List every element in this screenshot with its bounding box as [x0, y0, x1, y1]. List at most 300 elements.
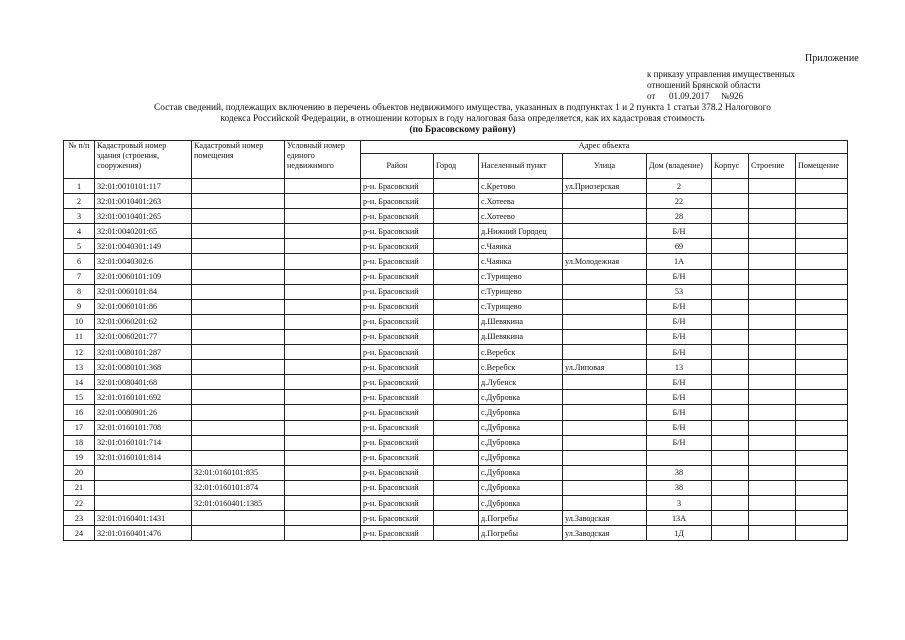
cell-house: Б/Н — [647, 435, 712, 450]
cell-conditional-number — [285, 435, 361, 450]
header-num: № п/п — [64, 141, 95, 179]
cell-stroenie — [749, 526, 796, 541]
cell-district: р-н. Брасовский — [361, 269, 434, 284]
cell-num: 21 — [64, 480, 95, 495]
cell-korpus — [712, 179, 749, 194]
header-address: Адрес объекта — [361, 141, 848, 154]
cell-room — [796, 405, 848, 420]
cell-house: Б/Н — [647, 390, 712, 405]
header-room: Помещение — [796, 154, 848, 179]
cell-conditional-number — [285, 450, 361, 465]
cell-num: 5 — [64, 239, 95, 254]
cell-conditional-number — [285, 495, 361, 510]
table-row — [64, 224, 848, 239]
property-table — [63, 140, 848, 541]
cell-building-cadastral: 32:01:0010401:265 — [95, 209, 192, 224]
cell-house: 22 — [647, 194, 712, 209]
cell-street: ул.Липовая — [563, 360, 647, 375]
cell-num: 20 — [64, 465, 95, 480]
cell-house: 13А — [647, 511, 712, 526]
cell-building-cadastral — [95, 480, 192, 495]
cell-street — [563, 194, 647, 209]
cell-stroenie — [749, 194, 796, 209]
cell-building-cadastral: 32:01:0040301:149 — [95, 239, 192, 254]
cell-city — [434, 420, 479, 435]
table-body — [64, 179, 848, 541]
cell-settlement: с.Хотеево — [479, 209, 563, 224]
table-row — [64, 526, 848, 541]
cell-district: р-н. Брасовский — [361, 284, 434, 299]
cell-district: р-н. Брасовский — [361, 450, 434, 465]
cell-house: Б/Н — [647, 314, 712, 329]
cell-room — [796, 375, 848, 390]
cell-korpus — [712, 390, 749, 405]
cell-district: р-н. Брасовский — [361, 194, 434, 209]
table-row — [64, 405, 848, 420]
cell-num: 11 — [64, 329, 95, 344]
cell-num: 4 — [64, 224, 95, 239]
cell-stroenie — [749, 420, 796, 435]
cell-district: р-н. Брасовский — [361, 329, 434, 344]
cell-street — [563, 329, 647, 344]
table-row — [64, 194, 848, 209]
table-row — [64, 375, 848, 390]
cell-room-cadastral — [192, 284, 285, 299]
cell-settlement: с.Турищево — [479, 269, 563, 284]
cell-korpus — [712, 269, 749, 284]
cell-korpus — [712, 345, 749, 360]
cell-district: р-н. Брасовский — [361, 209, 434, 224]
cell-conditional-number — [285, 345, 361, 360]
cell-district: р-н. Брасовский — [361, 480, 434, 495]
cell-house: 28 — [647, 209, 712, 224]
cell-room-cadastral — [192, 435, 285, 450]
cell-house: Б/Н — [647, 329, 712, 344]
cell-room-cadastral — [192, 224, 285, 239]
cell-conditional-number — [285, 405, 361, 420]
cell-room-cadastral — [192, 375, 285, 390]
cell-room-cadastral — [192, 329, 285, 344]
cell-num: 7 — [64, 269, 95, 284]
cell-num: 15 — [64, 390, 95, 405]
table-row — [64, 420, 848, 435]
cell-district: р-н. Брасовский — [361, 405, 434, 420]
cell-room-cadastral — [192, 345, 285, 360]
cell-korpus — [712, 420, 749, 435]
cell-house: Б/Н — [647, 224, 712, 239]
cell-stroenie — [749, 450, 796, 465]
cell-num: 17 — [64, 420, 95, 435]
cell-room — [796, 269, 848, 284]
cell-street — [563, 420, 647, 435]
cell-room-cadastral — [192, 526, 285, 541]
cell-num: 22 — [64, 495, 95, 510]
title-line-1: Состав сведений, подлежащих включению в перечень объектов недвижимого имущества, указанных в подпунктах 1 и 2 пункта 1 статьи 378.2 Налогового — [154, 103, 771, 113]
cell-room — [796, 224, 848, 239]
cell-room-cadastral — [192, 405, 285, 420]
table-row — [64, 360, 848, 375]
cell-street — [563, 269, 647, 284]
cell-korpus — [712, 405, 749, 420]
cell-building-cadastral: 32:01:0060101:86 — [95, 299, 192, 314]
cell-street — [563, 224, 647, 239]
cell-num: 16 — [64, 405, 95, 420]
cell-building-cadastral: 32:01:0160101:692 — [95, 390, 192, 405]
table-row — [64, 269, 848, 284]
cell-conditional-number — [285, 239, 361, 254]
cell-room — [796, 511, 848, 526]
cell-stroenie — [749, 435, 796, 450]
cell-korpus — [712, 254, 749, 269]
cell-street — [563, 239, 647, 254]
cell-stroenie — [749, 360, 796, 375]
header-district: Район — [361, 154, 434, 179]
cell-stroenie — [749, 314, 796, 329]
cell-room — [796, 345, 848, 360]
cell-building-cadastral: 32:01:0080101:287 — [95, 345, 192, 360]
cell-settlement: с.Чаянка — [479, 254, 563, 269]
cell-room-cadastral — [192, 194, 285, 209]
cell-korpus — [712, 375, 749, 390]
cell-city — [434, 194, 479, 209]
cell-conditional-number — [285, 314, 361, 329]
cell-room-cadastral — [192, 209, 285, 224]
cell-room-cadastral — [192, 420, 285, 435]
cell-stroenie — [749, 390, 796, 405]
cell-street — [563, 465, 647, 480]
cell-stroenie — [749, 329, 796, 344]
cell-settlement: д.Лубенск — [479, 375, 563, 390]
cell-street — [563, 480, 647, 495]
cell-city — [434, 450, 479, 465]
appendix-label: Приложение — [805, 53, 859, 64]
header-house: Дом (владение) — [647, 154, 712, 179]
cell-building-cadastral: 32:01:0060101:109 — [95, 269, 192, 284]
cell-room — [796, 390, 848, 405]
cell-city — [434, 360, 479, 375]
cell-room — [796, 299, 848, 314]
cell-num: 24 — [64, 526, 95, 541]
cell-room-cadastral — [192, 314, 285, 329]
order-reference — [647, 69, 795, 102]
cell-room-cadastral — [192, 360, 285, 375]
cell-street — [563, 299, 647, 314]
cell-room — [796, 480, 848, 495]
cell-settlement: д.Шевякина — [479, 314, 563, 329]
cell-room — [796, 420, 848, 435]
cell-korpus — [712, 495, 749, 510]
cell-conditional-number — [285, 194, 361, 209]
cell-stroenie — [749, 345, 796, 360]
cell-city — [434, 299, 479, 314]
table-row — [64, 345, 848, 360]
cell-room — [796, 435, 848, 450]
cell-korpus — [712, 239, 749, 254]
cell-district: р-н. Брасовский — [361, 526, 434, 541]
cell-house: 3 — [647, 495, 712, 510]
cell-korpus — [712, 209, 749, 224]
cell-city — [434, 239, 479, 254]
cell-korpus — [712, 314, 749, 329]
cell-stroenie — [749, 511, 796, 526]
table-row — [64, 299, 848, 314]
cell-house: 53 — [647, 284, 712, 299]
cell-conditional-number — [285, 375, 361, 390]
cell-street: ул.Приозерская — [563, 179, 647, 194]
cell-house: 2 — [647, 179, 712, 194]
cell-room — [796, 450, 848, 465]
cell-building-cadastral: 32:01:0160101:708 — [95, 420, 192, 435]
cell-district: р-н. Брасовский — [361, 420, 434, 435]
cell-street — [563, 284, 647, 299]
cell-city — [434, 224, 479, 239]
cell-street — [563, 390, 647, 405]
cell-district: р-н. Брасовский — [361, 465, 434, 480]
cell-city — [434, 209, 479, 224]
cell-district: р-н. Брасовский — [361, 495, 434, 510]
header-korpus: Корпус — [712, 154, 749, 179]
cell-conditional-number — [285, 209, 361, 224]
cell-settlement: с.Дубровка — [479, 495, 563, 510]
cell-district: р-н. Брасовский — [361, 435, 434, 450]
order-date-line — [647, 91, 795, 102]
cell-stroenie — [749, 405, 796, 420]
cell-stroenie — [749, 465, 796, 480]
cell-korpus — [712, 329, 749, 344]
table-row — [64, 254, 848, 269]
cell-num: 12 — [64, 345, 95, 360]
cell-conditional-number — [285, 299, 361, 314]
cell-stroenie — [749, 224, 796, 239]
cell-street — [563, 435, 647, 450]
cell-room-cadastral — [192, 450, 285, 465]
cell-city — [434, 329, 479, 344]
cell-num: 19 — [64, 450, 95, 465]
cell-building-cadastral: 32:01:0060201:62 — [95, 314, 192, 329]
cell-num: 18 — [64, 435, 95, 450]
cell-conditional-number — [285, 420, 361, 435]
cell-street: ул.Заводская — [563, 511, 647, 526]
cell-room-cadastral: 32:01:0160101:874 — [192, 480, 285, 495]
cell-conditional-number — [285, 254, 361, 269]
cell-conditional-number — [285, 284, 361, 299]
cell-building-cadastral: 32:01:0160401:476 — [95, 526, 192, 541]
cell-city — [434, 526, 479, 541]
cell-stroenie — [749, 179, 796, 194]
cell-building-cadastral: 32:01:0040201:65 — [95, 224, 192, 239]
cell-stroenie — [749, 239, 796, 254]
cell-stroenie — [749, 269, 796, 284]
cell-settlement: с.Турищево — [479, 284, 563, 299]
cell-korpus — [712, 224, 749, 239]
cell-street — [563, 314, 647, 329]
table-row — [64, 480, 848, 495]
cell-room — [796, 314, 848, 329]
table-row — [64, 284, 848, 299]
cell-num: 9 — [64, 299, 95, 314]
cell-street — [563, 450, 647, 465]
cell-conditional-number — [285, 465, 361, 480]
cell-settlement: с.Дубровка — [479, 480, 563, 495]
cell-city — [434, 405, 479, 420]
cell-room — [796, 360, 848, 375]
cell-num: 1 — [64, 179, 95, 194]
title-district: (по Брасовскому району) — [409, 125, 516, 135]
cell-street — [563, 209, 647, 224]
cell-korpus — [712, 465, 749, 480]
cell-korpus — [712, 435, 749, 450]
cell-num: 10 — [64, 314, 95, 329]
cell-settlement: с.Веребск — [479, 345, 563, 360]
cell-house: 38 — [647, 480, 712, 495]
document-title — [90, 103, 835, 136]
table-row — [64, 239, 848, 254]
cell-korpus — [712, 480, 749, 495]
cell-settlement: д.Погребы — [479, 511, 563, 526]
cell-settlement: с.Турищево — [479, 299, 563, 314]
cell-num: 3 — [64, 209, 95, 224]
header-city: Город — [434, 154, 479, 179]
cell-conditional-number — [285, 224, 361, 239]
cell-room — [796, 329, 848, 344]
cell-korpus — [712, 194, 749, 209]
cell-stroenie — [749, 375, 796, 390]
cell-room-cadastral — [192, 269, 285, 284]
cell-room-cadastral — [192, 390, 285, 405]
cell-korpus — [712, 450, 749, 465]
cell-num: 13 — [64, 360, 95, 375]
cell-city — [434, 254, 479, 269]
cell-conditional-number — [285, 269, 361, 284]
title-line-2: кодекса Российской Федерации, в отношении которых в году налоговая база определяется, как их кадастровая стоимость — [220, 114, 705, 124]
cell-stroenie — [749, 480, 796, 495]
table-row — [64, 465, 848, 480]
cell-house: 1Д — [647, 526, 712, 541]
order-date: 01.09.2017 — [669, 91, 710, 101]
cell-room — [796, 465, 848, 480]
cell-building-cadastral: 32:01:0080901:26 — [95, 405, 192, 420]
cell-settlement: с.Дубровка — [479, 420, 563, 435]
cell-house: Б/Н — [647, 375, 712, 390]
cell-district: р-н. Брасовский — [361, 511, 434, 526]
cell-korpus — [712, 526, 749, 541]
cell-building-cadastral: 32:01:0040302:6 — [95, 254, 192, 269]
cell-district: р-н. Брасовский — [361, 254, 434, 269]
cell-building-cadastral: 32:01:0160101:814 — [95, 450, 192, 465]
cell-settlement: с.Дубровка — [479, 405, 563, 420]
cell-num: 2 — [64, 194, 95, 209]
cell-settlement: с.Дубровка — [479, 390, 563, 405]
header-conditional-number: Условный номер единого недвижимого — [285, 141, 361, 179]
cell-city — [434, 179, 479, 194]
cell-street: ул.Заводская — [563, 526, 647, 541]
cell-conditional-number — [285, 511, 361, 526]
cell-num: 23 — [64, 511, 95, 526]
cell-room-cadastral — [192, 299, 285, 314]
cell-street — [563, 375, 647, 390]
cell-city — [434, 511, 479, 526]
cell-conditional-number — [285, 526, 361, 541]
cell-city — [434, 314, 479, 329]
cell-num: 14 — [64, 375, 95, 390]
cell-room — [796, 194, 848, 209]
cell-building-cadastral: 32:01:0080401:68 — [95, 375, 192, 390]
cell-building-cadastral: 32:01:0160101:714 — [95, 435, 192, 450]
header-street: Улица — [563, 154, 647, 179]
cell-num: 8 — [64, 284, 95, 299]
order-line-2: отношений Брянской области — [647, 80, 761, 90]
cell-room-cadastral — [192, 239, 285, 254]
cell-district: р-н. Брасовский — [361, 179, 434, 194]
cell-city — [434, 345, 479, 360]
header-room-cadastral: Кадастровый номер помещения — [192, 141, 285, 179]
cell-building-cadastral: 32:01:0010101:117 — [95, 179, 192, 194]
cell-house: 69 — [647, 239, 712, 254]
cell-building-cadastral — [95, 495, 192, 510]
header-settlement: Населенный пункт — [479, 154, 563, 179]
cell-district: р-н. Брасовский — [361, 360, 434, 375]
header-building-cadastral: Кадастровый номер здания (строения, сооружения) — [95, 141, 192, 179]
cell-building-cadastral: 32:01:0060101:84 — [95, 284, 192, 299]
table-row — [64, 435, 848, 450]
cell-city — [434, 465, 479, 480]
cell-settlement: с.Хотеева — [479, 194, 563, 209]
cell-city — [434, 480, 479, 495]
table-row — [64, 495, 848, 510]
cell-house: 1А — [647, 254, 712, 269]
cell-building-cadastral: 32:01:0010401:263 — [95, 194, 192, 209]
cell-korpus — [712, 511, 749, 526]
cell-room — [796, 179, 848, 194]
cell-room-cadastral — [192, 254, 285, 269]
cell-street: ул.Молодежная — [563, 254, 647, 269]
cell-city — [434, 435, 479, 450]
cell-street — [563, 495, 647, 510]
cell-korpus — [712, 299, 749, 314]
cell-settlement: с.Дубровка — [479, 465, 563, 480]
cell-korpus — [712, 284, 749, 299]
cell-district: р-н. Брасовский — [361, 345, 434, 360]
cell-district: р-н. Брасовский — [361, 299, 434, 314]
cell-settlement: с.Веребск — [479, 360, 563, 375]
cell-room — [796, 254, 848, 269]
table-row — [64, 450, 848, 465]
cell-city — [434, 269, 479, 284]
cell-house: Б/Н — [647, 405, 712, 420]
cell-room — [796, 239, 848, 254]
date-prefix: от — [647, 91, 656, 101]
cell-district: р-н. Брасовский — [361, 314, 434, 329]
cell-num: 6 — [64, 254, 95, 269]
cell-city — [434, 284, 479, 299]
table-row — [64, 314, 848, 329]
cell-stroenie — [749, 209, 796, 224]
cell-building-cadastral: 32:01:0080101:368 — [95, 360, 192, 375]
cell-stroenie — [749, 284, 796, 299]
cell-room — [796, 495, 848, 510]
cell-settlement: с.Кретово — [479, 179, 563, 194]
cell-settlement: д.Нижний Городец — [479, 224, 563, 239]
table-row — [64, 511, 848, 526]
cell-conditional-number — [285, 390, 361, 405]
cell-conditional-number — [285, 360, 361, 375]
cell-district: р-н. Брасовский — [361, 375, 434, 390]
cell-building-cadastral — [95, 465, 192, 480]
cell-street — [563, 405, 647, 420]
cell-settlement: д.Погребы — [479, 526, 563, 541]
table-row — [64, 209, 848, 224]
cell-house: Б/Н — [647, 299, 712, 314]
